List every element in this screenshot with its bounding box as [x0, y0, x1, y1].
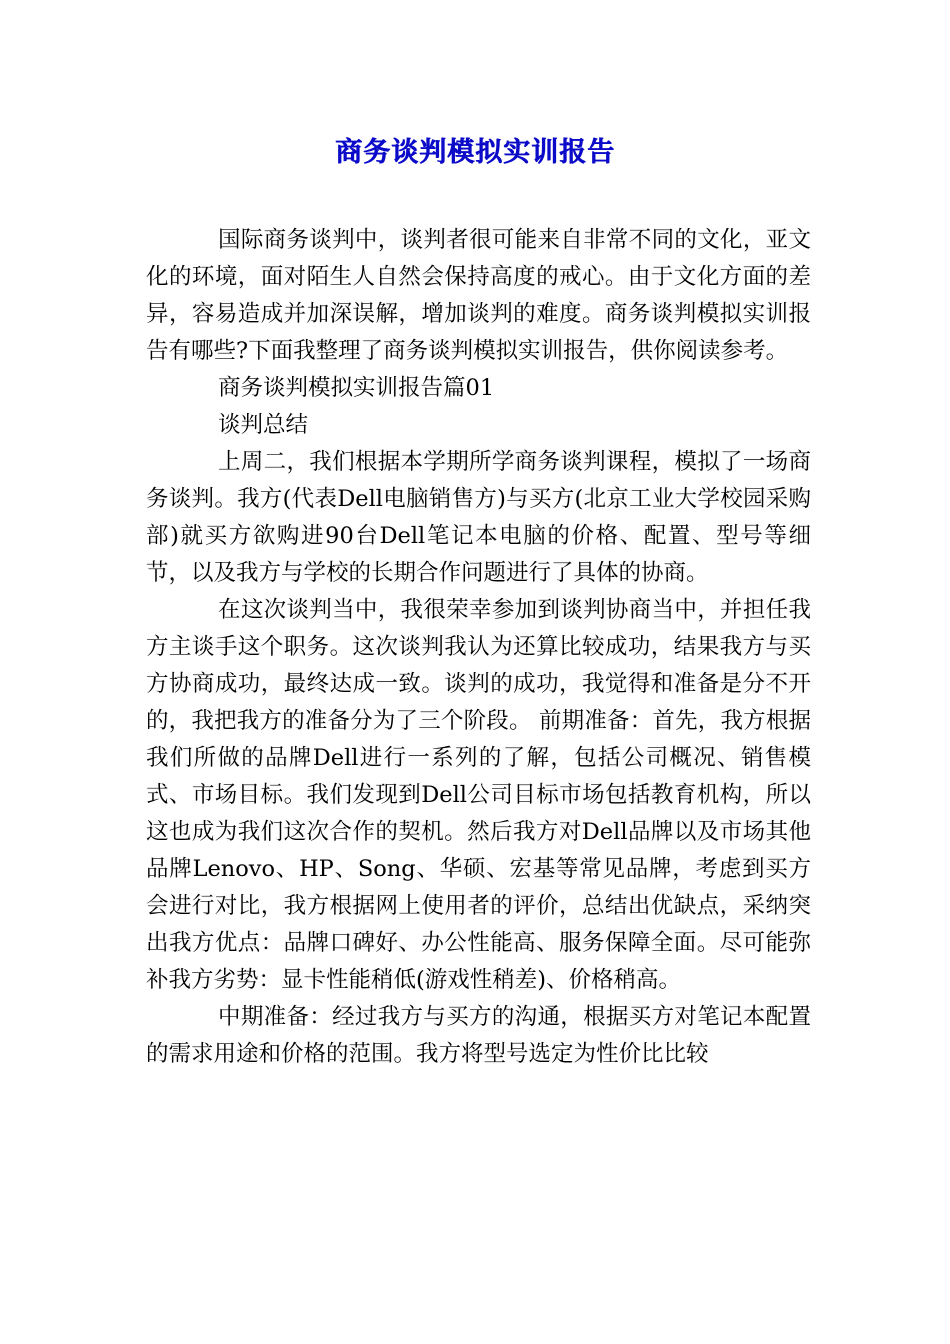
subsection-heading: 谈判总结	[218, 412, 309, 438]
document-body	[146, 222, 811, 1073]
body-paragraph: 上周二，我们根据本学期所学商务谈判课程，模拟了一场商务谈判。我方(代表Dell电脑销售方)与买方(北京工业大学校园采购部)就买方欲购进90台Dell笔记本电脑的价格、配置、型号等细节，以及我方与学校的长期合作问题进行了具体的协商。	[146, 449, 811, 586]
document-title: 商务谈判模拟实训报告	[335, 137, 615, 168]
intro-paragraph: 国际商务谈判中，谈判者很可能来自非常不同的文化，亚文化的环境，面对陌生人自然会保持高度的戒心。由于文化方面的差异，容易造成并加深误解，增加谈判的难度。商务谈判模拟实训报告有哪些?下面我整理了商务谈判模拟实训报告，供你阅读参考。	[146, 227, 811, 364]
section-heading: 商务谈判模拟实训报告篇01	[218, 375, 495, 401]
body-paragraph: 中期准备：经过我方与买方的沟通，根据买方对笔记本配置的需求用途和价格的范围。我方将型号选定为性价比比较	[146, 1004, 811, 1067]
body-paragraph: 在这次谈判当中，我很荣幸参加到谈判协商当中，并担任我方主谈手这个职务。这次谈判我认为还算比较成功，结果我方与买方协商成功，最终达成一致。谈判的成功，我觉得和准备是分不开的，我把我方的准备分为了三个阶段。 前期准备：首先，我方根据我们所做的品牌Dell进行一系列的了解，包括公司概况、销售模式、市场目标。我们发现到Dell公司目标市场包括教育机构，所以这也成为我们这次合作的契机。然后我方对Dell品牌以及市场其他品牌Lenovo、HP、Song、华硕、宏基等常见品牌，考虑到买方会进行对比，我方根据网上使用者的评价，总结出优缺点，采纳突出我方优点：品牌口碑好、办公性能高、服务保障全面。尽可能弥补我方劣势：显卡性能稍低(游戏性稍差)、价格稍高。	[146, 597, 811, 993]
